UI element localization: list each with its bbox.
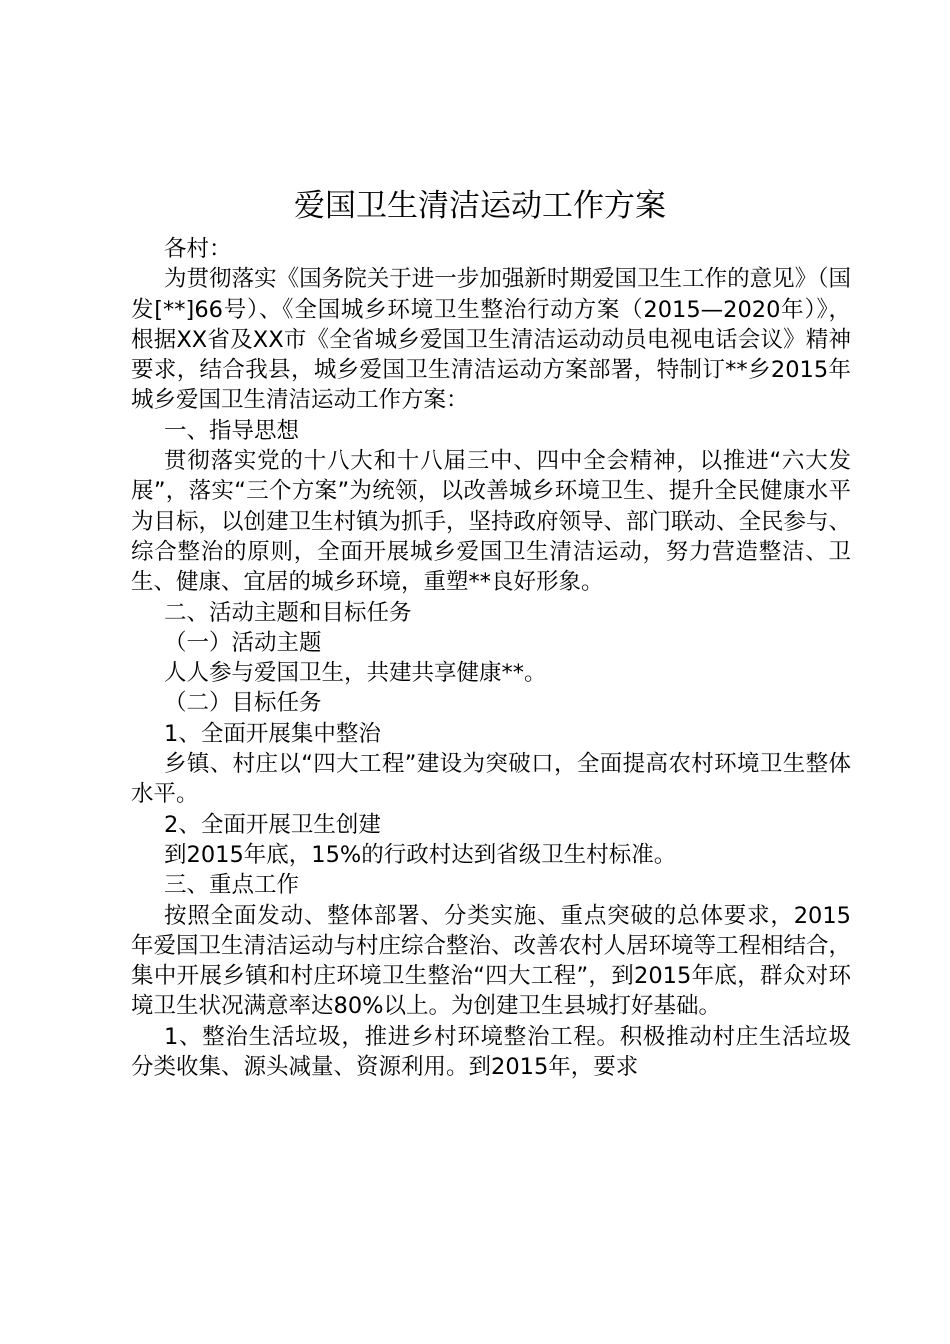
section-heading-1: 一、指导思想 — [164, 417, 300, 444]
key-work-item-1: 1、整治生活垃圾，推进乡村环境整治工程。积极推动村庄生活垃圾分类收集、源头减量、资源利用。到2015年，要求 — [131, 1023, 851, 1081]
guiding-ideology-paragraph: 贯彻落实党的十八大和十八届三中、四中全会精神，以推进“六大发展”，落实“三个方案”为统领，以改善城乡环境卫生、提升全民健康水平为目标，以创建卫生村镇为抓手，坚持政府领导、部门联动、全民参与、综合整治的原则，全面开展城乡爱国卫生清洁运动，努力营造整洁、卫生、健康、宜居的城乡环境，重塑**良好形象。 — [131, 448, 852, 596]
section-heading-2: 二、活动主题和目标任务 — [164, 599, 412, 626]
subsection-heading-tasks: （二）目标任务 — [164, 690, 322, 717]
key-work-paragraph: 按照全面发动、整体部署、分类实施、重点突破的总体要求，2015年爱国卫生清洁运动与村庄综合整治、改善农村人居环境等工程相结合，集中开展乡镇和村庄环境卫生整治“四大工程”，到2015年底，群众对环境卫生状况满意率达80%以上。为创建卫生县城打好基础。 — [131, 902, 852, 1020]
task-paragraph-1: 乡镇、村庄以“四大工程”建设为突破口，全面提高农村环境卫生整体水平。 — [131, 751, 851, 808]
document-title: 爱国卫生清洁运动工作方案 — [294, 188, 666, 224]
theme-paragraph: 人人参与爱国卫生，共建共享健康**。 — [164, 660, 547, 687]
task-heading-1: 1、全面开展集中整治 — [164, 720, 381, 747]
task-heading-2: 2、全面开展卫生创建 — [164, 811, 381, 838]
task-paragraph-2: 到2015年底，15%的行政村达到省级卫生村标准。 — [164, 841, 677, 868]
section-heading-3: 三、重点工作 — [164, 872, 300, 899]
intro-paragraph: 为贯彻落实《国务院关于进一步加强新时期爱国卫生工作的意见》（国发[**]66号）、《全国城乡环境卫生整治行动方案（2015—2020年）》，根据XX省及XX市《全省城乡爱国卫生清洁运动动员电视电话会议》精神要求，结合我县，城乡爱国卫生清洁运动方案部署，特制订**乡2015年城乡爱国卫生清洁运动工作方案： — [131, 266, 851, 414]
subsection-heading-theme: （一）活动主题 — [164, 629, 322, 656]
salutation: 各村： — [164, 236, 232, 262]
document-body — [131, 234, 851, 1082]
